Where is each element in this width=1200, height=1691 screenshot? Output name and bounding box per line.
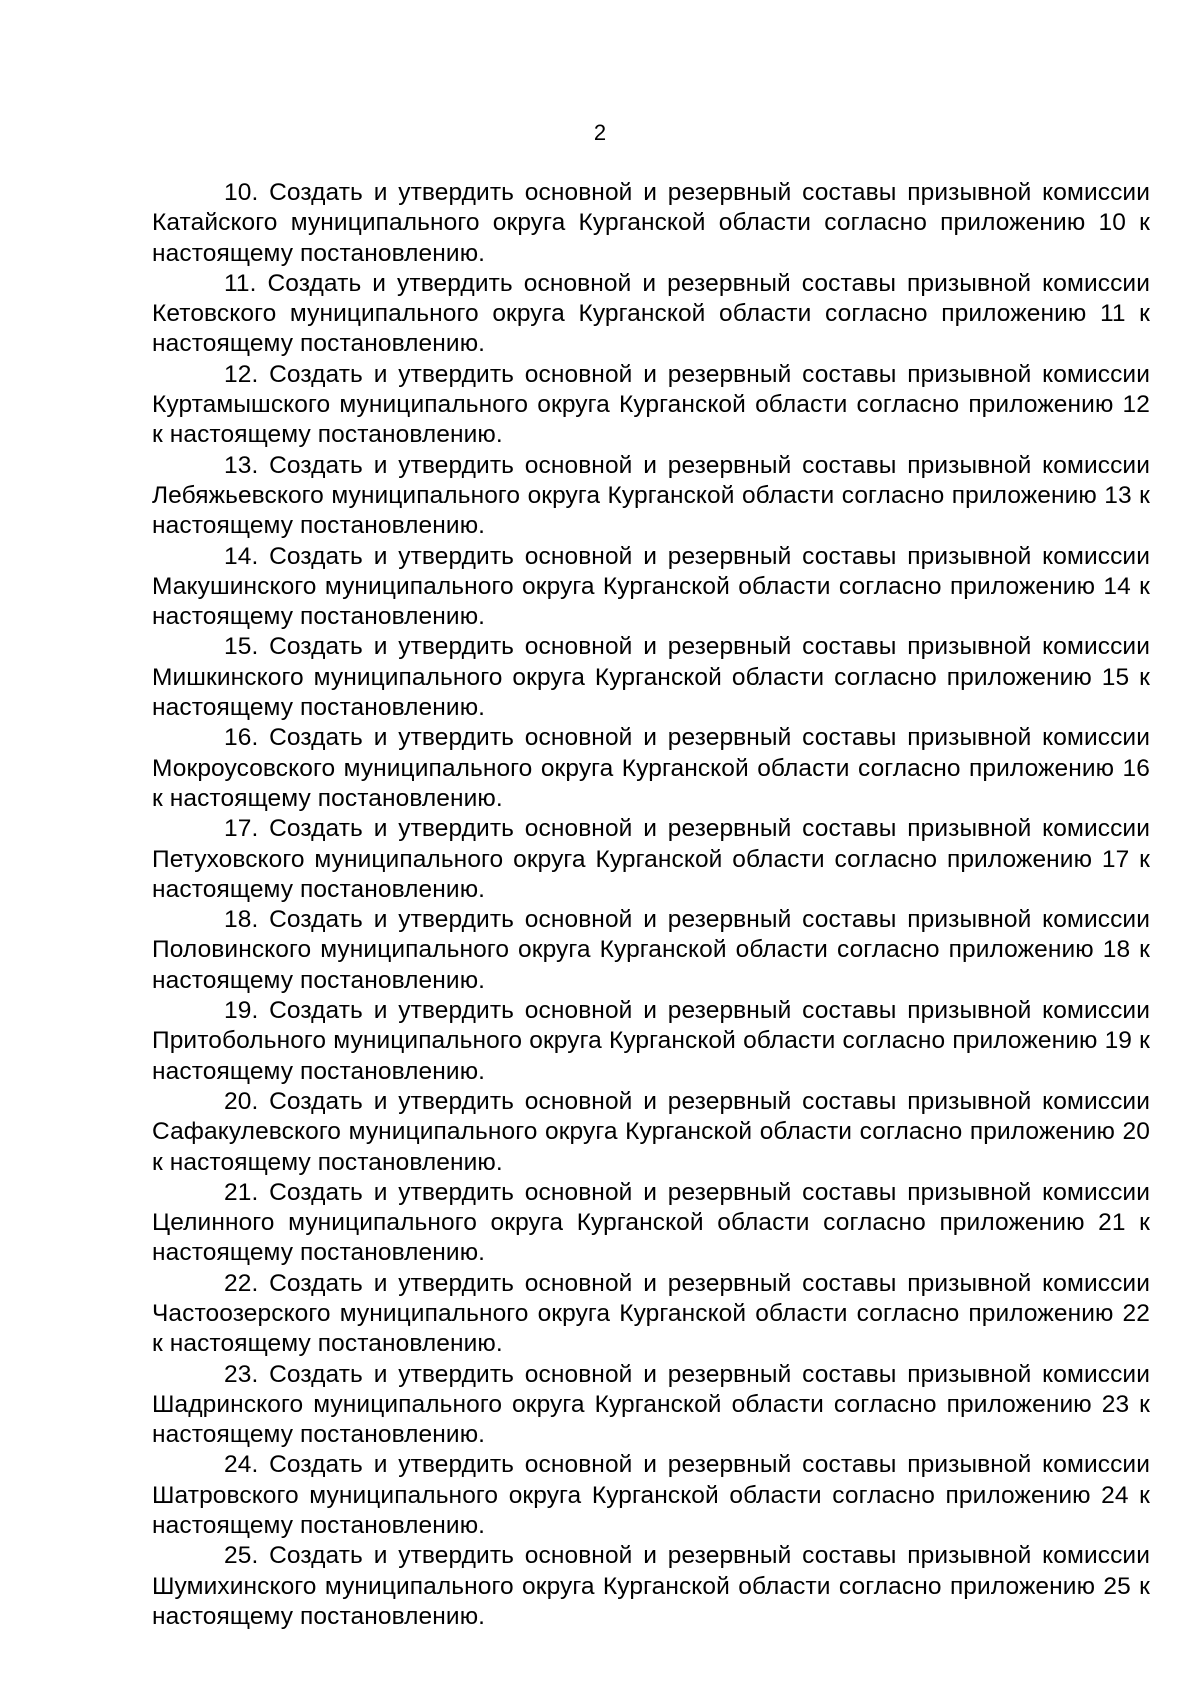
paragraph-21: 21. Создать и утвердить основной и резервный составы призывной комиссии Целинного муниципального округа Курганской области согласно приложению 21 к настоящему постановлению. [152,1178,1150,1267]
paragraph-24: 24. Создать и утвердить основной и резервный составы призывной комиссии Шатровского муниципального округа Курганской области согласно приложению 24 к настоящему постановлению. [152,1451,1150,1540]
paragraph-15: 15. Создать и утвердить основной и резервный составы призывной комиссии Мишкинского муниципального округа Курганской области согласно приложению 15 к настоящему постановлению. [152,633,1150,722]
paragraph-11: 11. Создать и утвердить основной и резервный составы призывной комиссии Кетовского муниципального округа Курганской области согласно приложению 11 к настоящему постановлению. [152,269,1150,358]
paragraph-12: 12. Создать и утвердить основной и резервный составы призывной комиссии Куртамышского муниципального округа Курганской области согласно приложению 12 к настоящему постановлению. [152,360,1150,449]
paragraph-20: 20. Создать и утвердить основной и резервный составы призывной комиссии Сафакулевского муниципального округа Курганской области согласно приложению 20 к настоящему постановлению. [152,1087,1150,1176]
paragraph-14: 14. Создать и утвердить основной и резервный составы призывной комиссии Макушинского муниципального округа Курганской области согласно приложению 14 к настоящему постановлению. [152,542,1150,631]
paragraph-18: 18. Создать и утвердить основной и резервный составы призывной комиссии Половинского муниципального округа Курганской области согласно приложению 18 к настоящему постановлению. [152,906,1150,994]
paragraph-22: 22. Создать и утвердить основной и резервный составы призывной комиссии Частоозерского муниципального округа Курганской области согласно приложению 22 к настоящему постановлению. [152,1269,1150,1358]
paragraph-10: 10. Создать и утвердить основной и резервный составы призывной комиссии Катайского муниципального округа Курганской области согласно приложению 10 к настоящему постановлению. [152,179,1150,267]
paragraph-23: 23. Создать и утвердить основной и резервный составы призывной комиссии Шадринского муниципального округа Курганской области согласно приложению 23 к настоящему постановлению. [152,1360,1150,1449]
paragraph-16: 16. Создать и утвердить основной и резервный составы призывной комиссии Мокроусовского муниципального округа Курганской области согласно приложению 16 к настоящему постановлению. [152,724,1150,812]
paragraph-25: 25. Создать и утвердить основной и резервный составы призывной комиссии Шумихинского муниципального округа Курганской области согласно приложению 25 к настоящему постановлению. [152,1542,1150,1630]
document-body [152,178,1150,1632]
page-number: 2 [593,120,607,145]
paragraph-13: 13. Создать и утвердить основной и резервный составы призывной комиссии Лебяжьевского муниципального округа Курганской области согласно приложению 13 к настоящему постановлению. [152,451,1150,540]
paragraph-19: 19. Создать и утвердить основной и резервный составы призывной комиссии Притобольного муниципального округа Курганской области согласно приложению 19 к настоящему постановлению. [152,997,1150,1085]
paragraph-17: 17. Создать и утвердить основной и резервный составы призывной комиссии Петуховского муниципального округа Курганской области согласно приложению 17 к настоящему постановлению. [152,815,1150,903]
